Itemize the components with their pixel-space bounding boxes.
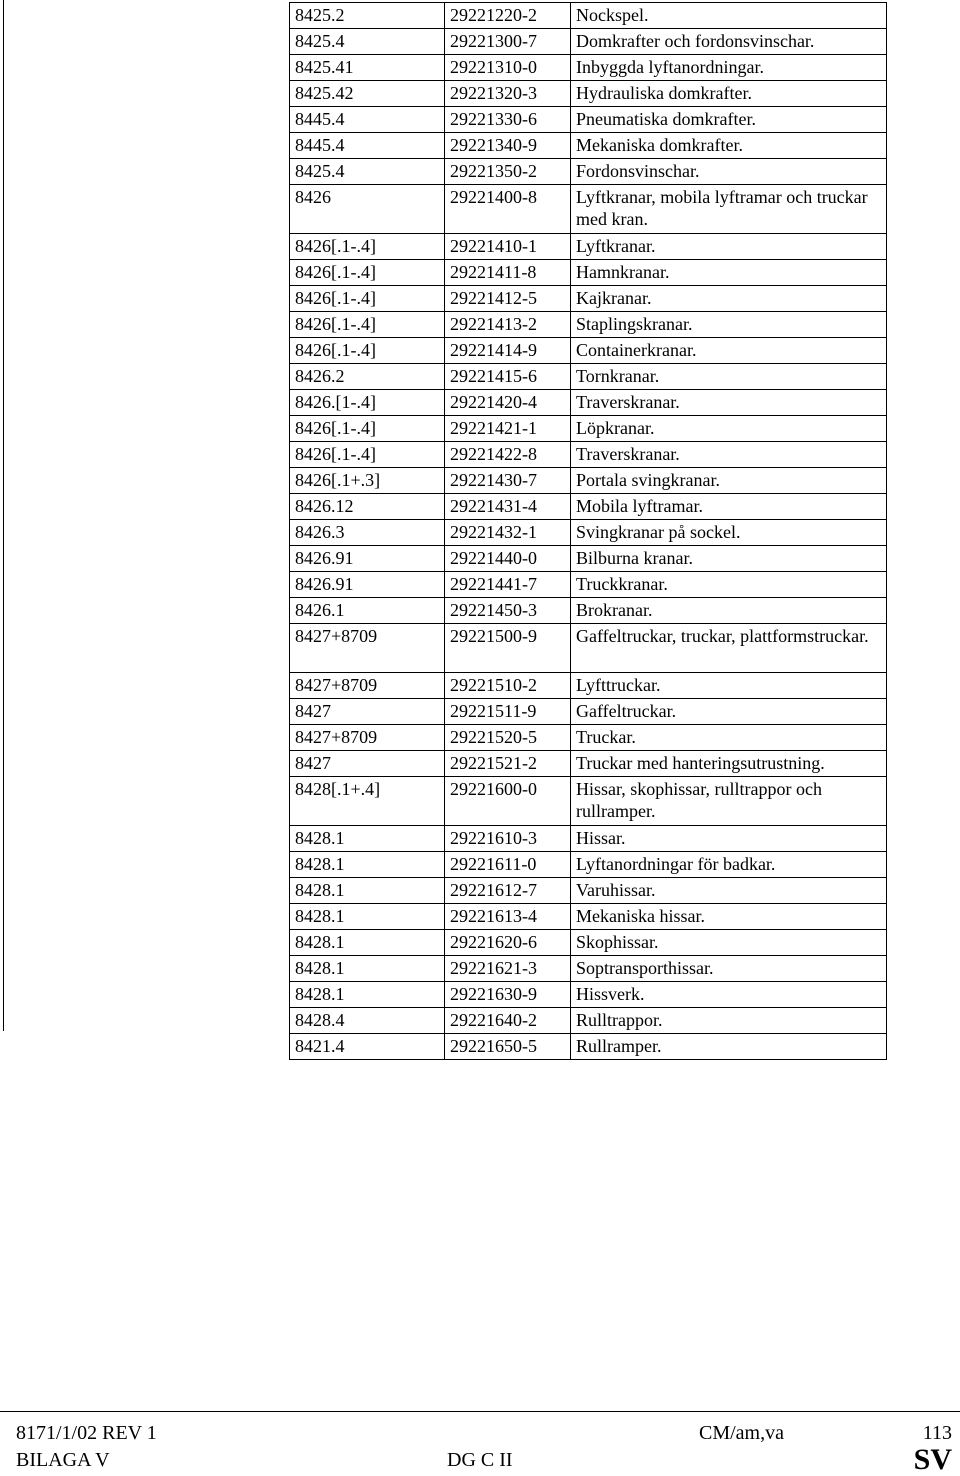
- cn-code-cell: 8426.2: [290, 364, 445, 390]
- table-row: [290, 751, 887, 777]
- table-row: [290, 312, 887, 338]
- cn-code-cell: 8426.91: [290, 572, 445, 598]
- description-cell: Hamnkranar.: [571, 260, 887, 286]
- cn-code-cell: 8427: [290, 699, 445, 725]
- description-cell: Rulltrappor.: [571, 1008, 887, 1034]
- cn-code-cell: 8426.1: [290, 598, 445, 624]
- cn-code-cell: 8427: [290, 751, 445, 777]
- cpv-code-cell: 29221600-0: [445, 777, 571, 826]
- description-cell: Gaffeltruckar.: [571, 699, 887, 725]
- description-cell: Fordonsvinschar.: [571, 159, 887, 185]
- cpv-code-cell: 29221340-9: [445, 133, 571, 159]
- cn-code-cell: 8426.3: [290, 520, 445, 546]
- table-row: [290, 133, 887, 159]
- cpv-code-cell: 29221520-5: [445, 725, 571, 751]
- cpv-code-cell: 29221620-6: [445, 930, 571, 956]
- description-cell: Bilburna kranar.: [571, 546, 887, 572]
- table-row: [290, 29, 887, 55]
- table-row: [290, 572, 887, 598]
- cn-code-cell: 8421.4: [290, 1034, 445, 1060]
- cn-code-cell: 8428.1: [290, 878, 445, 904]
- cpv-code-cell: 29221422-8: [445, 442, 571, 468]
- table-row: [290, 904, 887, 930]
- cn-code-cell: 8425.2: [290, 3, 445, 29]
- description-cell: Lyftkranar.: [571, 234, 887, 260]
- table-row: [290, 364, 887, 390]
- cn-code-cell: 8428.4: [290, 1008, 445, 1034]
- cn-code-cell: 8428.1: [290, 956, 445, 982]
- table-row: [290, 1034, 887, 1060]
- table-row: [290, 1008, 887, 1034]
- cpv-code-cell: 29221310-0: [445, 55, 571, 81]
- table-body: [290, 3, 887, 1060]
- description-cell: Tornkranar.: [571, 364, 887, 390]
- description-cell: Inbyggda lyftanordningar.: [571, 55, 887, 81]
- cn-code-cell: 8426.[1-.4]: [290, 390, 445, 416]
- cn-code-cell: 8426.12: [290, 494, 445, 520]
- cn-code-cell: 8428.1: [290, 982, 445, 1008]
- cpv-code-cell: 29221320-3: [445, 81, 571, 107]
- description-cell: Pneumatiska domkrafter.: [571, 107, 887, 133]
- page-number: 113: [922, 1422, 952, 1444]
- cn-code-cell: 8426[.1-.4]: [290, 416, 445, 442]
- table-row: [290, 624, 887, 673]
- cn-code-cell: 8426[.1+.3]: [290, 468, 445, 494]
- cpv-code-cell: 29221441-7: [445, 572, 571, 598]
- description-cell: Nockspel.: [571, 3, 887, 29]
- cpv-code-cell: 29221412-5: [445, 286, 571, 312]
- cpv-code-cell: 29221612-7: [445, 878, 571, 904]
- cpv-code-cell: 29221420-4: [445, 390, 571, 416]
- cpv-code-cell: 29221350-2: [445, 159, 571, 185]
- table-row: [290, 107, 887, 133]
- cpv-code-cell: 29221421-1: [445, 416, 571, 442]
- description-cell: Lyfttruckar.: [571, 673, 887, 699]
- cn-code-cell: 8426.91: [290, 546, 445, 572]
- cn-code-cell: 8428.1: [290, 826, 445, 852]
- cn-code-cell: 8425.41: [290, 55, 445, 81]
- language-code: SV: [913, 1443, 952, 1476]
- table-row: [290, 930, 887, 956]
- description-cell: Traverskranar.: [571, 390, 887, 416]
- cn-code-cell: 8445.4: [290, 133, 445, 159]
- description-cell: Traverskranar.: [571, 442, 887, 468]
- table-row: [290, 699, 887, 725]
- table-row: [290, 725, 887, 751]
- table-row: [290, 520, 887, 546]
- table-row: [290, 81, 887, 107]
- cpv-code-cell: 29221650-5: [445, 1034, 571, 1060]
- cpv-code-cell: 29221511-9: [445, 699, 571, 725]
- footer-divider: [0, 1411, 960, 1412]
- description-cell: Hydrauliska domkrafter.: [571, 81, 887, 107]
- table-row: [290, 852, 887, 878]
- description-cell: Mekaniska hissar.: [571, 904, 887, 930]
- description-cell: Rullramper.: [571, 1034, 887, 1060]
- cpv-code-cell: 29221414-9: [445, 338, 571, 364]
- cpv-code-cell: 29221611-0: [445, 852, 571, 878]
- cpv-code-cell: 29221431-4: [445, 494, 571, 520]
- cn-code-cell: 8445.4: [290, 107, 445, 133]
- description-cell: Soptransporthissar.: [571, 956, 887, 982]
- description-cell: Löpkranar.: [571, 416, 887, 442]
- cn-code-cell: 8426[.1-.4]: [290, 260, 445, 286]
- description-cell: Hissar.: [571, 826, 887, 852]
- cn-code-cell: 8427+8709: [290, 725, 445, 751]
- cn-code-cell: 8425.4: [290, 29, 445, 55]
- cpv-code-cell: 29221610-3: [445, 826, 571, 852]
- cpv-code-cell: 29221400-8: [445, 185, 571, 234]
- table-row: [290, 159, 887, 185]
- table-row: [290, 494, 887, 520]
- description-cell: Truckkranar.: [571, 572, 887, 598]
- cpv-code-cell: 29221613-4: [445, 904, 571, 930]
- cn-code-cell: 8426: [290, 185, 445, 234]
- cn-code-cell: 8426[.1-.4]: [290, 338, 445, 364]
- cpv-code-cell: 29221411-8: [445, 260, 571, 286]
- cpv-code-cell: 29221630-9: [445, 982, 571, 1008]
- table-row: [290, 234, 887, 260]
- left-margin-rule: [3, 0, 4, 1031]
- description-cell: Hissar, skophissar, rulltrappor och rullramper.: [571, 777, 887, 826]
- table-row: [290, 546, 887, 572]
- cn-code-cell: 8425.42: [290, 81, 445, 107]
- cpv-code-cell: 29221640-2: [445, 1008, 571, 1034]
- description-cell: Portala svingkranar.: [571, 468, 887, 494]
- cn-code-cell: 8427+8709: [290, 673, 445, 699]
- description-cell: Lyftanordningar för badkar.: [571, 852, 887, 878]
- table-row: [290, 598, 887, 624]
- table-row: [290, 878, 887, 904]
- description-cell: Truckar med hanteringsutrustning.: [571, 751, 887, 777]
- description-cell: Truckar.: [571, 725, 887, 751]
- cn-code-cell: 8427+8709: [290, 624, 445, 673]
- cn-code-cell: 8425.4: [290, 159, 445, 185]
- directorate-label: DG C II: [447, 1449, 513, 1471]
- description-cell: Brokranar.: [571, 598, 887, 624]
- cpv-code-cell: 29221521-2: [445, 751, 571, 777]
- table-row: [290, 390, 887, 416]
- cpv-code-cell: 29221430-7: [445, 468, 571, 494]
- cpv-code-cell: 29221500-9: [445, 624, 571, 673]
- description-cell: Staplingskranar.: [571, 312, 887, 338]
- table-row: [290, 286, 887, 312]
- description-cell: Varuhissar.: [571, 878, 887, 904]
- table-row: [290, 777, 887, 826]
- table-row: [290, 956, 887, 982]
- cpv-code-cell: 29221621-3: [445, 956, 571, 982]
- cn-code-cell: 8428.1: [290, 930, 445, 956]
- table-row: [290, 442, 887, 468]
- description-cell: Mekaniska domkrafter.: [571, 133, 887, 159]
- description-cell: Kajkranar.: [571, 286, 887, 312]
- cpv-code-cell: 29221300-7: [445, 29, 571, 55]
- description-cell: Containerkranar.: [571, 338, 887, 364]
- description-cell: Mobila lyftramar.: [571, 494, 887, 520]
- cn-code-cell: 8426[.1-.4]: [290, 234, 445, 260]
- author-initials: CM/am,va: [699, 1422, 784, 1444]
- cpv-code-cell: 29221440-0: [445, 546, 571, 572]
- table-row: [290, 673, 887, 699]
- table-row: [290, 468, 887, 494]
- table-row: [290, 826, 887, 852]
- table-row: [290, 416, 887, 442]
- document-reference: 8171/1/02 REV 1: [16, 1422, 157, 1444]
- table-row: [290, 55, 887, 81]
- table-row: [290, 3, 887, 29]
- cpv-code-cell: 29221432-1: [445, 520, 571, 546]
- description-cell: Svingkranar på sockel.: [571, 520, 887, 546]
- description-cell: Domkrafter och fordonsvinschar.: [571, 29, 887, 55]
- cpv-code-cell: 29221413-2: [445, 312, 571, 338]
- cn-code-cell: 8428[.1+.4]: [290, 777, 445, 826]
- annex-label: BILAGA V: [16, 1449, 110, 1471]
- description-cell: Lyftkranar, mobila lyftramar och truckar med kran.: [571, 185, 887, 234]
- cn-code-cell: 8428.1: [290, 904, 445, 930]
- cn-code-cell: 8426[.1-.4]: [290, 312, 445, 338]
- cn-code-cell: 8426[.1-.4]: [290, 286, 445, 312]
- cpv-code-cell: 29221450-3: [445, 598, 571, 624]
- cpv-code-cell: 29221410-1: [445, 234, 571, 260]
- description-cell: Skophissar.: [571, 930, 887, 956]
- table-row: [290, 982, 887, 1008]
- cpv-code-cell: 29221330-6: [445, 107, 571, 133]
- description-cell: Gaffeltruckar, truckar, plattformstruckar.: [571, 624, 887, 673]
- cn-code-cell: 8428.1: [290, 852, 445, 878]
- cn-code-cell: 8426[.1-.4]: [290, 442, 445, 468]
- cpv-code-cell: 29221415-6: [445, 364, 571, 390]
- cpv-code-cell: 29221510-2: [445, 673, 571, 699]
- cpv-code-cell: 29221220-2: [445, 3, 571, 29]
- table-row: [290, 338, 887, 364]
- table-row: [290, 185, 887, 234]
- table-row: [290, 260, 887, 286]
- description-cell: Hissverk.: [571, 982, 887, 1008]
- classification-table: [289, 2, 887, 1060]
